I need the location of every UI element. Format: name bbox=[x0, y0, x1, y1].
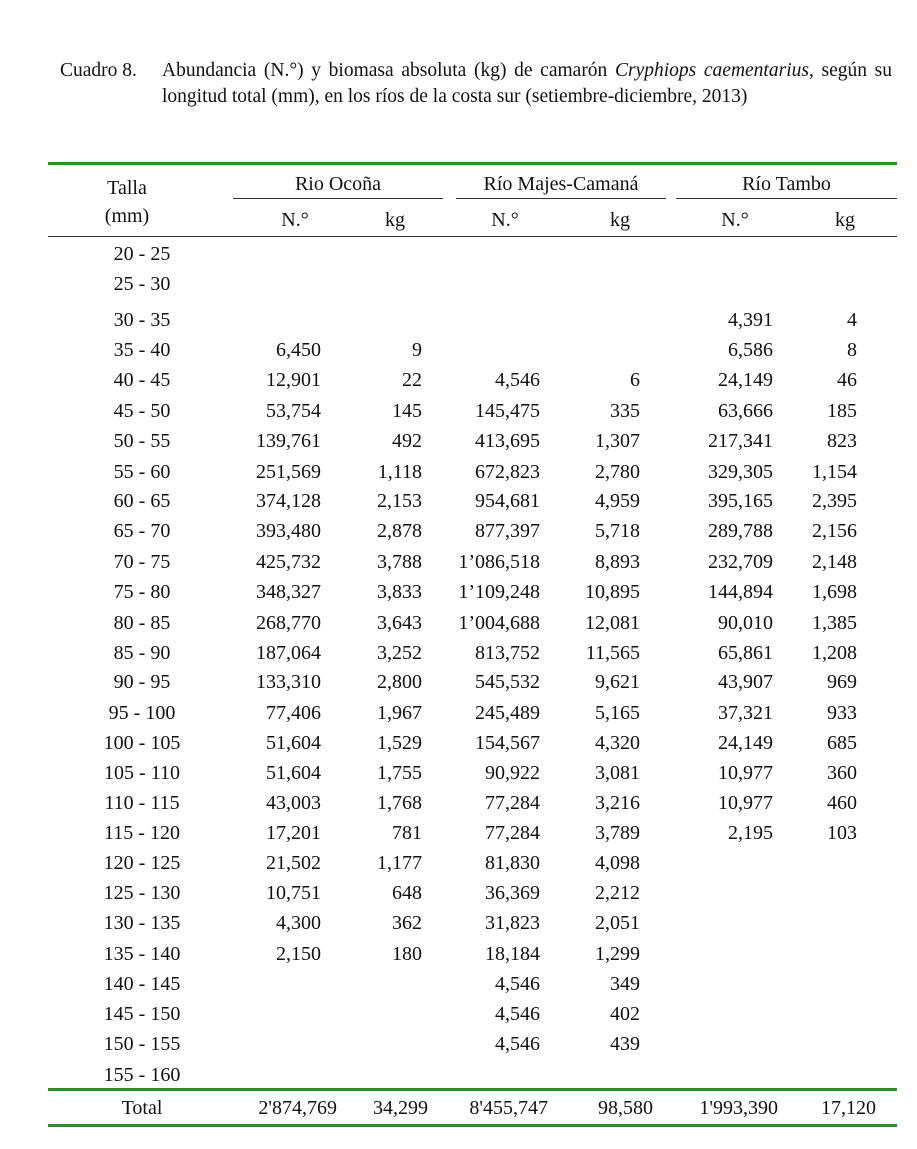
header-bottom-rule bbox=[48, 236, 897, 237]
count-cell: 187,064 bbox=[256, 642, 321, 664]
count-cell: 51,604 bbox=[266, 762, 321, 784]
total-label: Total bbox=[121, 1097, 163, 1119]
count-cell: 393,480 bbox=[256, 520, 321, 542]
biomass-cell: 8 bbox=[847, 339, 857, 361]
talla-cell: 130 - 135 bbox=[103, 912, 181, 934]
count-cell: 77,406 bbox=[266, 702, 321, 724]
biomass-cell: 1,118 bbox=[377, 461, 422, 483]
total-cell: 17,120 bbox=[821, 1097, 876, 1119]
count-cell: 217,341 bbox=[708, 430, 773, 452]
count-cell: 31,823 bbox=[485, 912, 540, 934]
count-cell: 18,184 bbox=[485, 943, 540, 965]
talla-cell: 120 - 125 bbox=[103, 852, 181, 874]
biomass-cell: 5,718 bbox=[595, 520, 640, 542]
biomass-cell: 8,893 bbox=[595, 551, 640, 573]
biomass-cell: 1,154 bbox=[812, 461, 857, 483]
talla-cell: 135 - 140 bbox=[103, 943, 181, 965]
count-cell: 90,922 bbox=[485, 762, 540, 784]
biomass-cell: 2,051 bbox=[595, 912, 640, 934]
count-cell: 36,369 bbox=[485, 882, 540, 904]
count-cell: 1’109,248 bbox=[458, 581, 540, 603]
biomass-cell: 1,385 bbox=[812, 612, 857, 634]
count-cell: 145,475 bbox=[475, 400, 540, 422]
group-header-majes: Río Majes-Camaná bbox=[483, 173, 639, 195]
biomass-cell: 3,252 bbox=[377, 642, 422, 664]
biomass-cell: 335 bbox=[610, 400, 640, 422]
talla-cell: 155 - 160 bbox=[103, 1064, 181, 1086]
talla-cell: 40 - 45 bbox=[113, 369, 171, 391]
count-cell: 10,977 bbox=[718, 792, 773, 814]
biomass-cell: 3,833 bbox=[377, 581, 422, 603]
biomass-cell: 781 bbox=[392, 822, 422, 844]
biomass-cell: 439 bbox=[610, 1033, 640, 1055]
biomass-cell: 10,895 bbox=[585, 581, 640, 603]
caption-label: Cuadro 8. bbox=[60, 60, 137, 81]
biomass-cell: 3,216 bbox=[595, 792, 640, 814]
biomass-cell: 1,307 bbox=[595, 430, 640, 452]
talla-cell: 30 - 35 bbox=[113, 309, 171, 331]
col-header-n: N.° bbox=[721, 209, 749, 231]
count-cell: 395,165 bbox=[708, 490, 773, 512]
count-cell: 545,532 bbox=[475, 671, 540, 693]
count-cell: 232,709 bbox=[708, 551, 773, 573]
count-cell: 144,894 bbox=[708, 581, 773, 603]
group-header-ocona: Rio Ocoña bbox=[294, 173, 382, 195]
count-cell: 139,761 bbox=[256, 430, 321, 452]
col-header-n: N.° bbox=[491, 209, 519, 231]
talla-cell: 110 - 115 bbox=[104, 792, 180, 814]
biomass-cell: 4 bbox=[847, 309, 857, 331]
talla-cell: 45 - 50 bbox=[113, 400, 171, 422]
talla-cell: 105 - 110 bbox=[104, 762, 180, 784]
group-header-tambo: Río Tambo bbox=[742, 173, 831, 195]
group-underline-ocona bbox=[233, 198, 443, 199]
count-cell: 77,284 bbox=[485, 822, 540, 844]
biomass-cell: 648 bbox=[392, 882, 422, 904]
count-cell: 4,300 bbox=[276, 912, 321, 934]
biomass-cell: 3,643 bbox=[377, 612, 422, 634]
count-cell: 813,752 bbox=[475, 642, 540, 664]
biomass-cell: 492 bbox=[392, 430, 422, 452]
count-cell: 2,195 bbox=[728, 822, 773, 844]
talla-cell: 115 - 120 bbox=[104, 822, 180, 844]
count-cell: 53,754 bbox=[266, 400, 321, 422]
talla-cell: 125 - 130 bbox=[103, 882, 181, 904]
count-cell: 77,284 bbox=[485, 792, 540, 814]
biomass-cell: 4,959 bbox=[595, 490, 640, 512]
talla-cell: 145 - 150 bbox=[103, 1003, 181, 1025]
count-cell: 24,149 bbox=[718, 369, 773, 391]
count-cell: 37,321 bbox=[718, 702, 773, 724]
biomass-cell: 1,529 bbox=[377, 732, 422, 754]
biomass-cell: 1,299 bbox=[595, 943, 640, 965]
count-cell: 21,502 bbox=[266, 852, 321, 874]
biomass-cell: 9,621 bbox=[595, 671, 640, 693]
biomass-cell: 11,565 bbox=[585, 642, 640, 664]
biomass-cell: 823 bbox=[827, 430, 857, 452]
biomass-cell: 6 bbox=[630, 369, 640, 391]
biomass-cell: 969 bbox=[827, 671, 857, 693]
biomass-cell: 9 bbox=[412, 339, 422, 361]
total-top-rule bbox=[48, 1088, 897, 1091]
col-header-kg: kg bbox=[385, 209, 405, 231]
biomass-cell: 4,098 bbox=[595, 852, 640, 874]
talla-cell: 100 - 105 bbox=[103, 732, 181, 754]
count-cell: 672,823 bbox=[475, 461, 540, 483]
biomass-cell: 685 bbox=[827, 732, 857, 754]
talla-cell: 85 - 90 bbox=[113, 642, 171, 664]
biomass-cell: 402 bbox=[610, 1003, 640, 1025]
talla-cell: 150 - 155 bbox=[103, 1033, 181, 1055]
talla-cell: 90 - 95 bbox=[113, 671, 171, 693]
count-cell: 268,770 bbox=[256, 612, 321, 634]
header-talla: Talla bbox=[107, 177, 147, 199]
count-cell: 17,201 bbox=[266, 822, 321, 844]
count-cell: 4,391 bbox=[728, 309, 773, 331]
count-cell: 43,907 bbox=[718, 671, 773, 693]
talla-cell: 70 - 75 bbox=[113, 551, 171, 573]
group-underline-majes bbox=[456, 198, 666, 199]
talla-cell: 25 - 30 bbox=[113, 273, 171, 295]
biomass-cell: 360 bbox=[827, 762, 857, 784]
total-cell: 8'455,747 bbox=[469, 1097, 548, 1119]
biomass-cell: 4,320 bbox=[595, 732, 640, 754]
col-header-kg: kg bbox=[835, 209, 855, 231]
biomass-cell: 103 bbox=[827, 822, 857, 844]
count-cell: 4,546 bbox=[495, 1033, 540, 1055]
talla-cell: 55 - 60 bbox=[113, 461, 171, 483]
biomass-cell: 180 bbox=[392, 943, 422, 965]
biomass-cell: 1,755 bbox=[377, 762, 422, 784]
biomass-cell: 185 bbox=[827, 400, 857, 422]
count-cell: 4,546 bbox=[495, 973, 540, 995]
species-name: Cryphiops caementarius bbox=[614, 60, 809, 81]
count-cell: 245,489 bbox=[475, 702, 540, 724]
count-cell: 4,546 bbox=[495, 369, 540, 391]
total-cell: 1'993,390 bbox=[699, 1097, 778, 1119]
biomass-cell: 12,081 bbox=[585, 612, 640, 634]
biomass-cell: 2,212 bbox=[595, 882, 640, 904]
count-cell: 12,901 bbox=[266, 369, 321, 391]
biomass-cell: 362 bbox=[392, 912, 422, 934]
top-rule bbox=[48, 162, 897, 165]
biomass-cell: 1,698 bbox=[812, 581, 857, 603]
total-cell: 98,580 bbox=[598, 1097, 653, 1119]
caption-text: Abundancia (N.°) y biomasa absoluta (kg) de camarón Cryphiops caementarius, según su longitud total (mm), en los ríos de la costa sur (setiembre-diciembre, 2013) bbox=[162, 60, 892, 107]
count-cell: 90,010 bbox=[718, 612, 773, 634]
count-cell: 348,327 bbox=[256, 581, 321, 603]
biomass-cell: 3,081 bbox=[595, 762, 640, 784]
biomass-cell: 1,768 bbox=[377, 792, 422, 814]
biomass-cell: 1,177 bbox=[377, 852, 422, 874]
count-cell: 10,977 bbox=[718, 762, 773, 784]
biomass-cell: 1,208 bbox=[812, 642, 857, 664]
count-cell: 251,569 bbox=[256, 461, 321, 483]
col-header-n: N.° bbox=[281, 209, 309, 231]
biomass-cell: 2,800 bbox=[377, 671, 422, 693]
biomass-cell: 145 bbox=[392, 400, 422, 422]
count-cell: 133,310 bbox=[256, 671, 321, 693]
biomass-cell: 2,780 bbox=[595, 461, 640, 483]
count-cell: 877,397 bbox=[475, 520, 540, 542]
talla-cell: 95 - 100 bbox=[108, 702, 176, 724]
biomass-cell: 2,148 bbox=[812, 551, 857, 573]
col-header-kg: kg bbox=[610, 209, 630, 231]
biomass-cell: 2,156 bbox=[812, 520, 857, 542]
biomass-cell: 22 bbox=[402, 369, 422, 391]
count-cell: 954,681 bbox=[475, 490, 540, 512]
count-cell: 289,788 bbox=[708, 520, 773, 542]
count-cell: 1’086,518 bbox=[458, 551, 540, 573]
count-cell: 425,732 bbox=[256, 551, 321, 573]
biomass-cell: 3,788 bbox=[377, 551, 422, 573]
biomass-cell: 933 bbox=[827, 702, 857, 724]
biomass-cell: 349 bbox=[610, 973, 640, 995]
biomass-cell: 460 bbox=[827, 792, 857, 814]
bottom-rule bbox=[48, 1124, 897, 1127]
count-cell: 4,546 bbox=[495, 1003, 540, 1025]
count-cell: 154,567 bbox=[475, 732, 540, 754]
count-cell: 81,830 bbox=[485, 852, 540, 874]
count-cell: 1’004,688 bbox=[458, 612, 540, 634]
total-cell: 2'874,769 bbox=[258, 1097, 337, 1119]
count-cell: 413,695 bbox=[475, 430, 540, 452]
biomass-cell: 46 bbox=[837, 369, 857, 391]
total-cell: 34,299 bbox=[373, 1097, 428, 1119]
talla-cell: 50 - 55 bbox=[113, 430, 171, 452]
count-cell: 10,751 bbox=[266, 882, 321, 904]
talla-cell: 65 - 70 bbox=[113, 520, 171, 542]
biomass-cell: 5,165 bbox=[595, 702, 640, 724]
biomass-cell: 2,878 bbox=[377, 520, 422, 542]
biomass-cell: 2,153 bbox=[377, 490, 422, 512]
count-cell: 374,128 bbox=[256, 490, 321, 512]
count-cell: 63,666 bbox=[718, 400, 773, 422]
talla-cell: 140 - 145 bbox=[103, 973, 181, 995]
biomass-cell: 1,967 bbox=[377, 702, 422, 724]
talla-cell: 60 - 65 bbox=[113, 490, 171, 512]
count-cell: 65,861 bbox=[718, 642, 773, 664]
biomass-cell: 3,789 bbox=[595, 822, 640, 844]
count-cell: 24,149 bbox=[718, 732, 773, 754]
talla-cell: 75 - 80 bbox=[113, 581, 171, 603]
talla-cell: 35 - 40 bbox=[113, 339, 171, 361]
count-cell: 2,150 bbox=[276, 943, 321, 965]
count-cell: 43,003 bbox=[266, 792, 321, 814]
talla-cell: 20 - 25 bbox=[113, 243, 171, 265]
count-cell: 51,604 bbox=[266, 732, 321, 754]
header-unit: (mm) bbox=[104, 205, 150, 227]
count-cell: 6,450 bbox=[276, 339, 321, 361]
count-cell: 329,305 bbox=[708, 461, 773, 483]
talla-cell: 80 - 85 bbox=[113, 612, 171, 634]
biomass-cell: 2,395 bbox=[812, 490, 857, 512]
count-cell: 6,586 bbox=[728, 339, 773, 361]
group-underline-tambo bbox=[676, 198, 897, 199]
